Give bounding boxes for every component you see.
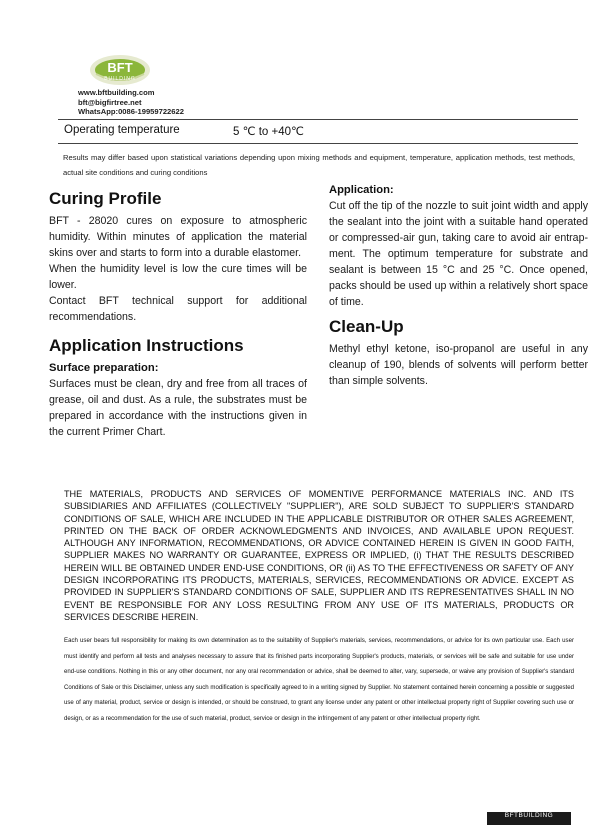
operating-temperature-row <box>58 119 578 144</box>
operating-temperature-label: Operating temperature <box>64 124 180 136</box>
application-instructions-heading: Application Instructions <box>49 336 244 355</box>
curing-profile-paragraph: When the humidity level is low the cure times will be lower. <box>49 263 307 291</box>
surface-preparation-text: Surfaces must be clean, dry and free from all traces of grease, oil and dust. As a rule, the substrates must be prepared in accordance with the instructions given in the current Primer Chart. <box>49 378 307 438</box>
logo-subtext: BUILDING <box>104 76 136 82</box>
footer-badge-text: BFTBUILDING <box>504 812 554 819</box>
application-heading: Application: <box>329 184 394 196</box>
results-note: Results may differ based upon statistical variations depending upon mixing methods and equipment, temperature, application methods, test methods, actual site conditions and curing conditions <box>63 153 575 177</box>
operating-temperature-value: 5 ℃ to +40℃ <box>233 126 304 138</box>
legal-disclaimer-caps: THE MATERIALS, PRODUCTS AND SERVICES OF MOMENTIVE PERFORMANCE MATERIALS INC. AND ITS SUBSIDIARIES AND AFFILIATES (COLLECTIVELY "SUPPLIER"), ARE SOLD SUBJECT TO SUPPLIER'S STANDARD CONDITIONS OF SALE, WHICH ARE INCLUDED IN THE APPLICABLE DISTRIBUTOR OR OTHER SALES AGREEMENT, PRINTED ON THE BACK OF ORDER ACKNOWLEDGMENTS AND INVOICES, AND AVAILABLE UPON REQUEST. ALTHOUGH ANY INFORMATION, RECOMMENDATIONS, OR ADVICE CONTAINED HEREIN IS GIVEN IN GOOD FAITH, SUPPLIER MAKES NO WARRANTY OR GUARANTEE, EXPRESS OR IMPLIED, (i) THAT THE RESULTS DESCRIBED HEREIN WILL BE OBTAINED UNDER END-USE CONDITIONS, OR (ii) AS TO THE EFFECTIVENESS OR SAFETY OF ANY DESIGN INCORPORATING ITS PRODUCTS, MATERIALS, SERVICES, RECOMMENDATIONS OR ADVICE. EXCEPT AS PROVIDED IN SUPPLIER'S STANDARD CONDITIONS OF SALE, SUPPLIER AND ITS REPRESENTATIVES SHALL IN NO EVENT BE RESPONSIBLE FOR ANY LOSS RESULTING FROM ANY USE OF ITS MATERIALS, PRODUCTS OR SERVICES DESCRIBE HEREIN. <box>64 489 574 622</box>
whatsapp-text: WhatsApp:0086-19959722622 <box>78 107 184 117</box>
logo-text: BFT <box>107 60 133 75</box>
footer-badge <box>487 812 571 825</box>
curing-profile-paragraph: Contact BFT technical support for additional recommendations. <box>49 295 307 323</box>
clean-up-text: Methyl ethyl ketone, iso-propanol are useful in any cleanup of 190, blends of solvents will perform better than simple solvents. <box>329 343 588 387</box>
email-link[interactable]: bft@bigfirtree.net <box>78 97 142 107</box>
surface-preparation-heading: Surface preparation: <box>49 362 159 374</box>
right-column <box>329 182 588 389</box>
curing-profile-heading: Curing Profile <box>49 189 162 208</box>
clean-up-heading: Clean-Up <box>329 317 404 336</box>
application-text: Cut off the tip of the nozzle to suit joint width and apply the sealant into the joint with a suitable hand operated or compressed-air gun, taking care to avoid air entrap-ment. The optimum temperature for substrate and sealant is between 15 °C and 25 °C. Once opened, packs should be used up within a relatively short space of time. <box>329 200 588 308</box>
left-column <box>49 188 307 440</box>
bft-building-logo <box>88 52 152 88</box>
curing-profile-paragraph: BFT - 28020 cures on exposure to atmospheric humidity. Within minutes of application the material skins over and starts to form into a durable elastomer. <box>49 215 307 259</box>
website-link[interactable]: www.bftbuilding.com <box>78 88 155 97</box>
legal-disclaimer-small: Each user bears full responsibility for making its own determination as to the suitability of Supplier's materials, services, recommendations, or advice for its own particular use. Each user must identify and perform all tests and analyses necessary to assure that its finished parts incorporating Supplier's products, materials, or services will be safe and suitable for use under end-use conditions. Nothing in this or any other document, nor any oral recommendation or advice, shall be deemed to alter, vary, supersede, or waive any provision of Supplier's standard Conditions of Sale or this Disclaimer, unless any such modification is specifically agreed to in a writing signed by Supplier. No statement contained herein concerning a possible or suggested use of any material, product, service or design is intended, or should be construed, to grant any license under any patent or other intellectual property right of Supplier covering such use or design, or as a recommendation for the use of such material, product, service or design in the infringement of any patent or other intellectual property right. <box>64 637 574 722</box>
contact-block <box>78 88 184 117</box>
